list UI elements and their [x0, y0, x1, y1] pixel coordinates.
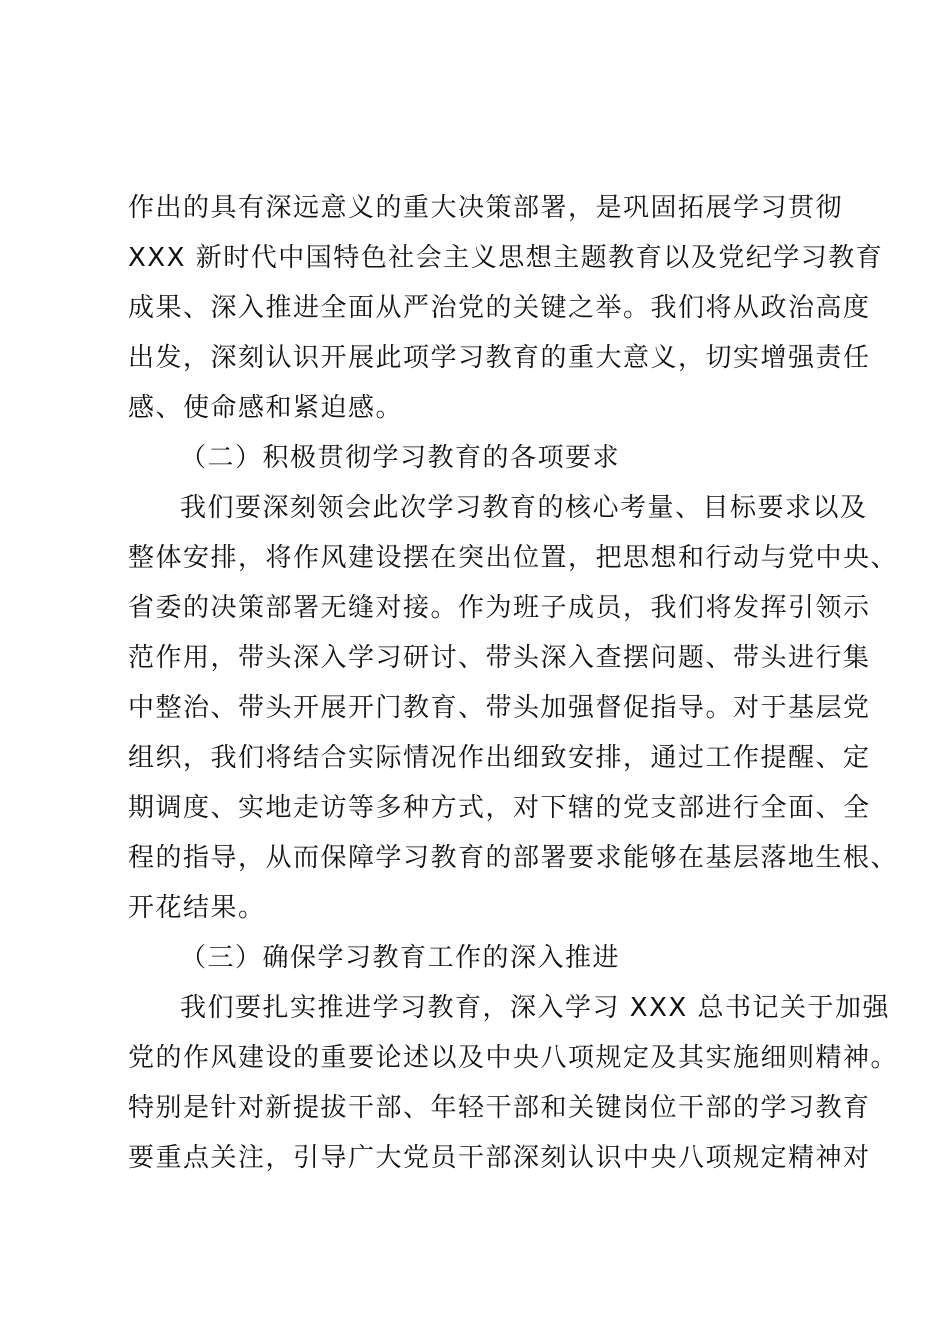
- text-line: 作出的具有深远意义的重大决策部署，是巩固拓展学习贯彻: [128, 193, 844, 223]
- text-line: 要重点关注，引导广大党员干部深刻认识中央八项规定精神对: [128, 1143, 871, 1173]
- paragraph-3: [128, 983, 899, 1183]
- text-line: 范作用，带头深入学习研讨、带头深入查摆问题、带头进行集: [128, 643, 871, 673]
- text-line: 开花结果。: [128, 893, 266, 923]
- text-line: 组织，我们将结合实际情况作出细致安排，通过工作提醒、定: [128, 743, 871, 773]
- text-line: 特别是针对新提拔干部、年轻干部和关键岗位干部的学习教育: [128, 1093, 871, 1123]
- document-body: [128, 183, 899, 1183]
- text-line: 中整治、带头开展开门教育、带头加强督促指导。对于基层党: [128, 693, 871, 723]
- section-heading-2: （二）积极贯彻学习教育的各项要求: [180, 443, 621, 473]
- text-line: 出发，深刻认识开展此项学习教育的重大意义，切实增强责任: [128, 343, 871, 373]
- text-line: 整体安排，将作风建设摆在突出位置，把思想和行动与党中央、: [128, 543, 899, 573]
- paragraph-1: [128, 183, 884, 433]
- text-line: 省委的决策部署无缝对接。作为班子成员，我们将发挥引领示: [128, 593, 871, 623]
- text-line: 我们要深刻领会此次学习教育的核心考量、目标要求以及: [180, 493, 868, 523]
- text-line: 我们要扎实推进学习教育，深入学习 XXX 总书记关于加强: [180, 993, 890, 1023]
- text-line: 期调度、实地走访等多种方式，对下辖的党支部进行全面、全: [128, 793, 871, 823]
- text-line: 程的指导，从而保障学习教育的部署要求能够在基层落地生根、: [128, 843, 899, 873]
- paragraph-2: [128, 483, 899, 933]
- text-line: XXX 新时代中国特色社会主义思想主题教育以及党纪学习教育: [128, 243, 884, 273]
- text-line: 党的作风建设的重要论述以及中央八项规定及其实施细则精神。: [128, 1043, 899, 1073]
- section-heading-3: （三）确保学习教育工作的深入推进: [180, 943, 621, 973]
- text-line: 感、使命感和紧迫感。: [128, 393, 404, 423]
- text-line: 成果、深入推进全面从严治党的关键之举。我们将从政治高度: [128, 293, 871, 323]
